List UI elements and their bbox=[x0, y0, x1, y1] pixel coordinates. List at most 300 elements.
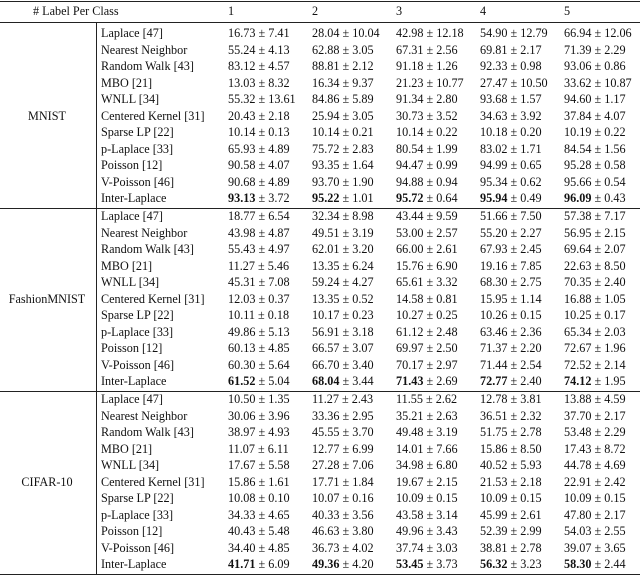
cell-std: 2.75 bbox=[520, 275, 542, 289]
cell-mean: 22.63 bbox=[564, 258, 592, 273]
cell-mean: 84.86 bbox=[312, 92, 340, 106]
cell-std: 1.95 bbox=[604, 374, 626, 388]
table-cell bbox=[564, 157, 626, 174]
plus-minus-sign: ± bbox=[507, 26, 521, 40]
cell-std: 12.79 bbox=[520, 26, 548, 40]
plus-minus-sign: ± bbox=[339, 108, 353, 123]
table-row bbox=[0, 42, 640, 59]
plus-minus-sign: ± bbox=[423, 191, 437, 205]
plus-minus-sign: ± bbox=[339, 524, 353, 538]
cell-mean: 54.90 bbox=[480, 26, 508, 40]
method-name: Random Walk [43] bbox=[101, 242, 194, 256]
plus-minus-sign: ± bbox=[255, 125, 269, 139]
plus-minus-sign: ± bbox=[339, 158, 353, 172]
plus-minus-sign: ± bbox=[591, 75, 605, 90]
plus-minus-sign: ± bbox=[507, 141, 521, 156]
cell-mean: 93.06 bbox=[564, 59, 592, 73]
table-cell bbox=[480, 340, 542, 357]
table-row bbox=[0, 225, 640, 242]
table-row bbox=[0, 457, 640, 474]
table-cell bbox=[564, 58, 626, 75]
plus-minus-sign: ± bbox=[423, 225, 437, 240]
plus-minus-sign: ± bbox=[591, 491, 605, 505]
cell-mean: 55.20 bbox=[480, 225, 508, 240]
table-cell bbox=[396, 457, 458, 474]
cell-mean: 65.34 bbox=[564, 324, 592, 339]
method-name: V-Poisson [46] bbox=[101, 174, 175, 189]
table-cell bbox=[396, 157, 458, 174]
cell-mean: 12.77 bbox=[312, 441, 340, 456]
method-name: MBO [21] bbox=[101, 75, 153, 90]
cell-std: 4.87 bbox=[268, 225, 290, 240]
cell-mean: 42.98 bbox=[396, 26, 424, 40]
method-name: Inter-Laplace bbox=[101, 191, 167, 205]
cell-mean: 45.99 bbox=[480, 507, 508, 522]
table-cell bbox=[564, 391, 626, 408]
plus-minus-sign: ± bbox=[591, 408, 605, 423]
cell-mean: 36.73 bbox=[312, 540, 340, 555]
cell-std: 4.65 bbox=[268, 507, 290, 522]
plus-minus-sign: ± bbox=[255, 158, 269, 172]
plus-minus-sign: ± bbox=[507, 209, 521, 223]
table-cell bbox=[312, 241, 374, 258]
table-cell bbox=[564, 274, 626, 291]
cell-std: 3.14 bbox=[436, 507, 458, 522]
plus-minus-sign: ± bbox=[507, 374, 521, 388]
cell-std: 5.64 bbox=[268, 357, 290, 372]
plus-minus-sign: ± bbox=[507, 540, 521, 555]
cell-mean: 61.52 bbox=[228, 374, 256, 388]
table-cell bbox=[228, 25, 290, 42]
table-cell bbox=[480, 391, 542, 408]
cell-mean: 60.13 bbox=[228, 341, 256, 355]
plus-minus-sign: ± bbox=[423, 158, 437, 172]
plus-minus-sign: ± bbox=[423, 357, 437, 372]
table-cell bbox=[396, 75, 464, 92]
table-cell bbox=[396, 174, 458, 191]
table-row bbox=[0, 324, 640, 341]
table-cell bbox=[228, 208, 290, 225]
cell-mean: 94.60 bbox=[564, 92, 592, 106]
cell-std: 3.44 bbox=[352, 374, 374, 388]
table-cell bbox=[312, 507, 374, 524]
cell-std: 2.32 bbox=[520, 408, 542, 423]
cell-mean: 10.11 bbox=[228, 308, 255, 322]
cell-std: 0.22 bbox=[436, 125, 458, 139]
table-row bbox=[0, 540, 640, 557]
plus-minus-sign: ± bbox=[339, 507, 353, 522]
table-row bbox=[0, 490, 640, 507]
cell-mean: 94.47 bbox=[396, 158, 424, 172]
cell-mean: 10.14 bbox=[396, 125, 424, 139]
cell-mean: 14.58 bbox=[396, 291, 424, 306]
cell-std: 12.18 bbox=[436, 26, 464, 40]
table-cell bbox=[564, 556, 626, 573]
cell-mean: 49.51 bbox=[312, 225, 340, 240]
plus-minus-sign: ± bbox=[254, 258, 268, 273]
plus-minus-sign: ± bbox=[507, 191, 521, 205]
dataset-name: CIFAR-10 bbox=[21, 474, 73, 489]
table-cell bbox=[228, 225, 290, 242]
cell-std: 10.87 bbox=[604, 75, 632, 90]
method-name: WNLL [34] bbox=[101, 275, 160, 289]
cell-std: 6.09 bbox=[268, 557, 290, 571]
cell-mean: 40.43 bbox=[228, 524, 256, 538]
cell-std: 2.55 bbox=[604, 524, 626, 538]
cell-std: 10.04 bbox=[352, 26, 380, 40]
cell-mean: 95.34 bbox=[480, 174, 508, 189]
table-cell bbox=[228, 91, 296, 108]
method-name: Poisson [12] bbox=[101, 524, 163, 538]
table-cell bbox=[312, 474, 374, 491]
cell-mean: 93.35 bbox=[312, 158, 340, 172]
method-name: Nearest Neighbor bbox=[101, 225, 188, 240]
cell-mean: 88.81 bbox=[312, 59, 340, 73]
cell-std: 4.85 bbox=[268, 341, 290, 355]
cell-std: 6.90 bbox=[436, 258, 458, 273]
cell-mean: 95.66 bbox=[564, 174, 592, 189]
cell-mean: 36.51 bbox=[480, 408, 508, 423]
method-name: WNLL [34] bbox=[101, 458, 160, 472]
table-row bbox=[0, 391, 640, 408]
plus-minus-sign: ± bbox=[339, 59, 353, 73]
table-cell bbox=[312, 424, 374, 441]
table-cell bbox=[312, 324, 374, 341]
table-cell bbox=[396, 58, 458, 75]
cell-std: 3.05 bbox=[352, 108, 374, 123]
table-cell bbox=[312, 208, 374, 225]
plus-minus-sign: ± bbox=[255, 275, 269, 289]
cell-mean: 93.70 bbox=[312, 174, 340, 189]
cell-std: 4.57 bbox=[268, 59, 290, 73]
cell-std: 1.05 bbox=[604, 291, 626, 306]
plus-minus-sign: ± bbox=[255, 225, 269, 240]
plus-minus-sign: ± bbox=[423, 308, 437, 322]
cell-mean: 83.12 bbox=[228, 59, 256, 73]
plus-minus-sign: ± bbox=[591, 225, 605, 240]
table-cell bbox=[312, 25, 380, 42]
table-row bbox=[0, 141, 640, 158]
table-cell bbox=[480, 174, 542, 191]
plus-minus-sign: ± bbox=[423, 275, 437, 289]
cell-std: 5.04 bbox=[268, 374, 290, 388]
table-cell bbox=[312, 124, 374, 141]
plus-minus-sign: ± bbox=[591, 557, 605, 571]
cell-mean: 49.96 bbox=[396, 524, 424, 538]
cell-mean: 55.32 bbox=[228, 92, 256, 106]
cell-mean: 13.03 bbox=[228, 75, 256, 90]
cell-mean: 33.36 bbox=[312, 408, 340, 423]
plus-minus-sign: ± bbox=[423, 125, 437, 139]
cell-std: 2.62 bbox=[435, 392, 458, 406]
table-cell bbox=[564, 291, 626, 308]
cell-mean: 22.91 bbox=[564, 474, 592, 489]
cell-std: 2.54 bbox=[520, 357, 542, 372]
plus-minus-sign: ± bbox=[339, 408, 353, 423]
cell-std: 2.18 bbox=[268, 108, 290, 123]
table-cell bbox=[228, 340, 290, 357]
plus-minus-sign: ± bbox=[254, 308, 268, 322]
cell-mean: 94.99 bbox=[480, 158, 508, 172]
cell-mean: 33.62 bbox=[564, 75, 592, 90]
table-cell bbox=[480, 424, 542, 441]
plus-minus-sign: ± bbox=[339, 425, 353, 439]
cell-mean: 45.55 bbox=[312, 425, 340, 439]
cell-mean: 11.27 bbox=[312, 392, 339, 406]
plus-minus-sign: ± bbox=[423, 491, 437, 505]
plus-minus-sign: ± bbox=[507, 275, 521, 289]
table-cell bbox=[312, 274, 374, 291]
table-row bbox=[0, 58, 640, 75]
cell-std: 1.01 bbox=[352, 191, 374, 205]
plus-minus-sign: ± bbox=[507, 507, 521, 522]
table-cell bbox=[564, 441, 626, 458]
cell-mean: 71.44 bbox=[480, 357, 508, 372]
cell-std: 6.24 bbox=[352, 258, 374, 273]
table-cell bbox=[564, 25, 632, 42]
table-row bbox=[0, 208, 640, 225]
method-name: Random Walk [43] bbox=[101, 425, 194, 439]
method-name: Nearest Neighbor bbox=[101, 42, 188, 57]
plus-minus-sign: ± bbox=[255, 491, 269, 505]
cell-mean: 30.06 bbox=[228, 408, 256, 423]
plus-minus-sign: ± bbox=[339, 125, 353, 139]
cell-mean: 25.94 bbox=[312, 108, 340, 123]
table-cell bbox=[228, 241, 290, 258]
plus-minus-sign: ± bbox=[507, 59, 521, 73]
table-cell bbox=[396, 225, 458, 242]
table-cell bbox=[312, 157, 374, 174]
table-cell bbox=[396, 25, 464, 42]
cell-mean: 96.09 bbox=[564, 191, 592, 205]
cell-mean: 83.02 bbox=[480, 141, 508, 156]
cell-mean: 34.40 bbox=[228, 540, 256, 555]
cell-std: 3.81 bbox=[520, 392, 542, 406]
table-cell bbox=[564, 324, 626, 341]
plus-minus-sign: ± bbox=[507, 524, 521, 538]
cell-std: 0.15 bbox=[520, 308, 542, 322]
method-name: Laplace [47] bbox=[101, 392, 163, 406]
plus-minus-sign: ± bbox=[507, 441, 521, 456]
table-cell bbox=[312, 357, 374, 374]
plus-minus-sign: ± bbox=[339, 341, 353, 355]
table-cell bbox=[312, 408, 374, 425]
cell-mean: 75.72 bbox=[312, 141, 340, 156]
cell-std: 0.17 bbox=[604, 308, 626, 322]
table-cell bbox=[312, 457, 374, 474]
cell-std: 0.10 bbox=[268, 491, 290, 505]
plus-minus-sign: ± bbox=[255, 374, 269, 388]
cell-mean: 72.67 bbox=[564, 341, 592, 355]
table-row bbox=[0, 124, 640, 141]
plus-minus-sign: ± bbox=[507, 42, 521, 57]
plus-minus-sign: ± bbox=[423, 141, 437, 156]
plus-minus-sign: ± bbox=[423, 42, 437, 57]
plus-minus-sign: ± bbox=[507, 108, 521, 123]
table-cell bbox=[396, 190, 458, 207]
method-name: Inter-Laplace bbox=[101, 374, 167, 388]
cell-mean: 95.28 bbox=[564, 158, 592, 172]
cell-std: 12.06 bbox=[604, 26, 632, 40]
table-cell bbox=[312, 540, 374, 557]
table-cell bbox=[564, 540, 626, 557]
cell-mean: 71.43 bbox=[396, 374, 424, 388]
cell-std: 0.58 bbox=[604, 158, 626, 172]
plus-minus-sign: ± bbox=[507, 491, 521, 505]
cell-mean: 67.31 bbox=[396, 42, 424, 57]
cell-std: 1.84 bbox=[352, 474, 374, 489]
cell-std: 3.19 bbox=[352, 225, 374, 240]
cell-mean: 56.95 bbox=[564, 225, 592, 240]
table-cell bbox=[312, 141, 374, 158]
cell-mean: 49.86 bbox=[228, 324, 256, 339]
method-name: MBO [21] bbox=[101, 258, 153, 273]
table-cell bbox=[480, 408, 542, 425]
table-cell bbox=[312, 340, 374, 357]
cell-mean: 15.86 bbox=[228, 474, 256, 489]
cell-std: 3.73 bbox=[436, 557, 458, 571]
cell-std: 2.36 bbox=[520, 324, 542, 339]
table-cell bbox=[228, 408, 290, 425]
plus-minus-sign: ± bbox=[339, 191, 353, 205]
cell-mean: 13.35 bbox=[312, 291, 340, 306]
cell-std: 2.69 bbox=[436, 374, 458, 388]
cell-std: 2.78 bbox=[520, 425, 542, 439]
cell-std: 4.85 bbox=[268, 540, 290, 555]
plus-minus-sign: ± bbox=[591, 174, 605, 189]
cell-std: 3.80 bbox=[352, 524, 374, 538]
cell-mean: 38.97 bbox=[228, 425, 256, 439]
dataset-group bbox=[0, 25, 640, 207]
header-col-1: 1 bbox=[228, 4, 235, 18]
plus-minus-sign: ± bbox=[255, 209, 269, 223]
cell-std: 3.40 bbox=[352, 357, 374, 372]
cell-mean: 10.07 bbox=[312, 491, 340, 505]
plus-minus-sign: ± bbox=[255, 291, 269, 306]
cell-std: 1.71 bbox=[520, 141, 542, 156]
table-cell bbox=[480, 523, 542, 540]
cell-mean: 49.36 bbox=[312, 557, 340, 571]
cell-std: 5.46 bbox=[267, 258, 290, 273]
plus-minus-sign: ± bbox=[591, 108, 605, 123]
plus-minus-sign: ± bbox=[591, 341, 605, 355]
plus-minus-sign: ± bbox=[507, 291, 521, 306]
plus-minus-sign: ± bbox=[255, 141, 269, 156]
cell-std: 2.44 bbox=[604, 557, 626, 571]
cell-mean: 21.53 bbox=[480, 474, 508, 489]
top-rule bbox=[0, 1, 640, 2]
plus-minus-sign: ± bbox=[339, 92, 353, 106]
cell-mean: 54.03 bbox=[564, 524, 592, 538]
cell-std: 0.15 bbox=[604, 491, 626, 505]
header-col-4: 4 bbox=[480, 4, 487, 18]
cell-std: 0.64 bbox=[436, 191, 458, 205]
cell-std: 1.56 bbox=[604, 141, 626, 156]
plus-minus-sign: ± bbox=[422, 392, 436, 406]
plus-minus-sign: ± bbox=[339, 557, 353, 571]
table-cell bbox=[228, 174, 290, 191]
cell-mean: 53.48 bbox=[564, 425, 592, 439]
cell-std: 2.57 bbox=[436, 225, 458, 240]
table-cell bbox=[564, 490, 626, 507]
plus-minus-sign: ± bbox=[591, 141, 605, 156]
plus-minus-sign: ± bbox=[339, 308, 353, 322]
table-cell bbox=[312, 441, 374, 458]
table-row bbox=[0, 258, 640, 275]
table-cell bbox=[228, 291, 290, 308]
plus-minus-sign: ± bbox=[423, 374, 437, 388]
table-cell bbox=[480, 540, 542, 557]
plus-minus-sign: ± bbox=[423, 507, 437, 522]
table-cell bbox=[228, 474, 290, 491]
table-row bbox=[0, 307, 640, 324]
cell-std: 4.07 bbox=[604, 108, 626, 123]
table-cell bbox=[396, 556, 458, 573]
plus-minus-sign: ± bbox=[423, 408, 437, 423]
table-row bbox=[0, 523, 640, 540]
plus-minus-sign: ± bbox=[507, 125, 521, 139]
cell-std: 3.07 bbox=[352, 341, 374, 355]
cell-std: 4.89 bbox=[268, 174, 290, 189]
plus-minus-sign: ± bbox=[507, 458, 521, 472]
cell-std: 6.11 bbox=[267, 441, 289, 456]
table-cell bbox=[480, 507, 542, 524]
plus-minus-sign: ± bbox=[507, 158, 521, 172]
plus-minus-sign: ± bbox=[423, 291, 437, 306]
table-cell bbox=[228, 556, 290, 573]
cell-mean: 66.94 bbox=[564, 26, 592, 40]
plus-minus-sign: ± bbox=[507, 341, 521, 355]
cell-std: 0.18 bbox=[267, 308, 290, 322]
cell-mean: 80.54 bbox=[396, 141, 424, 156]
table-cell bbox=[396, 391, 457, 408]
table-cell bbox=[564, 75, 632, 92]
cell-std: 3.23 bbox=[520, 557, 542, 571]
cell-std: 8.98 bbox=[352, 209, 374, 223]
cell-mean: 59.24 bbox=[312, 275, 340, 289]
cell-mean: 12.03 bbox=[228, 291, 256, 306]
cell-mean: 71.39 bbox=[564, 42, 592, 57]
table-cell bbox=[228, 507, 290, 524]
table-cell bbox=[396, 408, 458, 425]
table-row bbox=[0, 441, 640, 458]
table-row bbox=[0, 91, 640, 108]
cell-std: 2.61 bbox=[520, 507, 542, 522]
method-name: Laplace [47] bbox=[101, 26, 163, 40]
cell-std: 2.97 bbox=[436, 357, 458, 372]
plus-minus-sign: ± bbox=[339, 324, 353, 339]
cell-mean: 18.77 bbox=[228, 209, 256, 223]
cell-std: 2.29 bbox=[604, 425, 626, 439]
cell-std: 4.27 bbox=[352, 275, 374, 289]
cell-mean: 74.12 bbox=[564, 374, 592, 388]
cell-std: 0.65 bbox=[520, 158, 542, 172]
cell-mean: 27.47 bbox=[480, 75, 508, 90]
plus-minus-sign: ± bbox=[507, 425, 521, 439]
plus-minus-sign: ± bbox=[339, 258, 353, 273]
table-cell bbox=[312, 190, 374, 207]
table-cell bbox=[312, 225, 374, 242]
cell-mean: 10.09 bbox=[396, 491, 424, 505]
table-cell bbox=[228, 490, 290, 507]
cell-mean: 53.45 bbox=[396, 557, 424, 571]
cell-mean: 51.66 bbox=[480, 209, 508, 223]
cell-mean: 11.55 bbox=[396, 392, 423, 406]
table-cell bbox=[480, 108, 542, 125]
plus-minus-sign: ± bbox=[255, 408, 269, 423]
cell-std: 3.19 bbox=[436, 425, 458, 439]
cell-std: 1.57 bbox=[520, 92, 542, 106]
